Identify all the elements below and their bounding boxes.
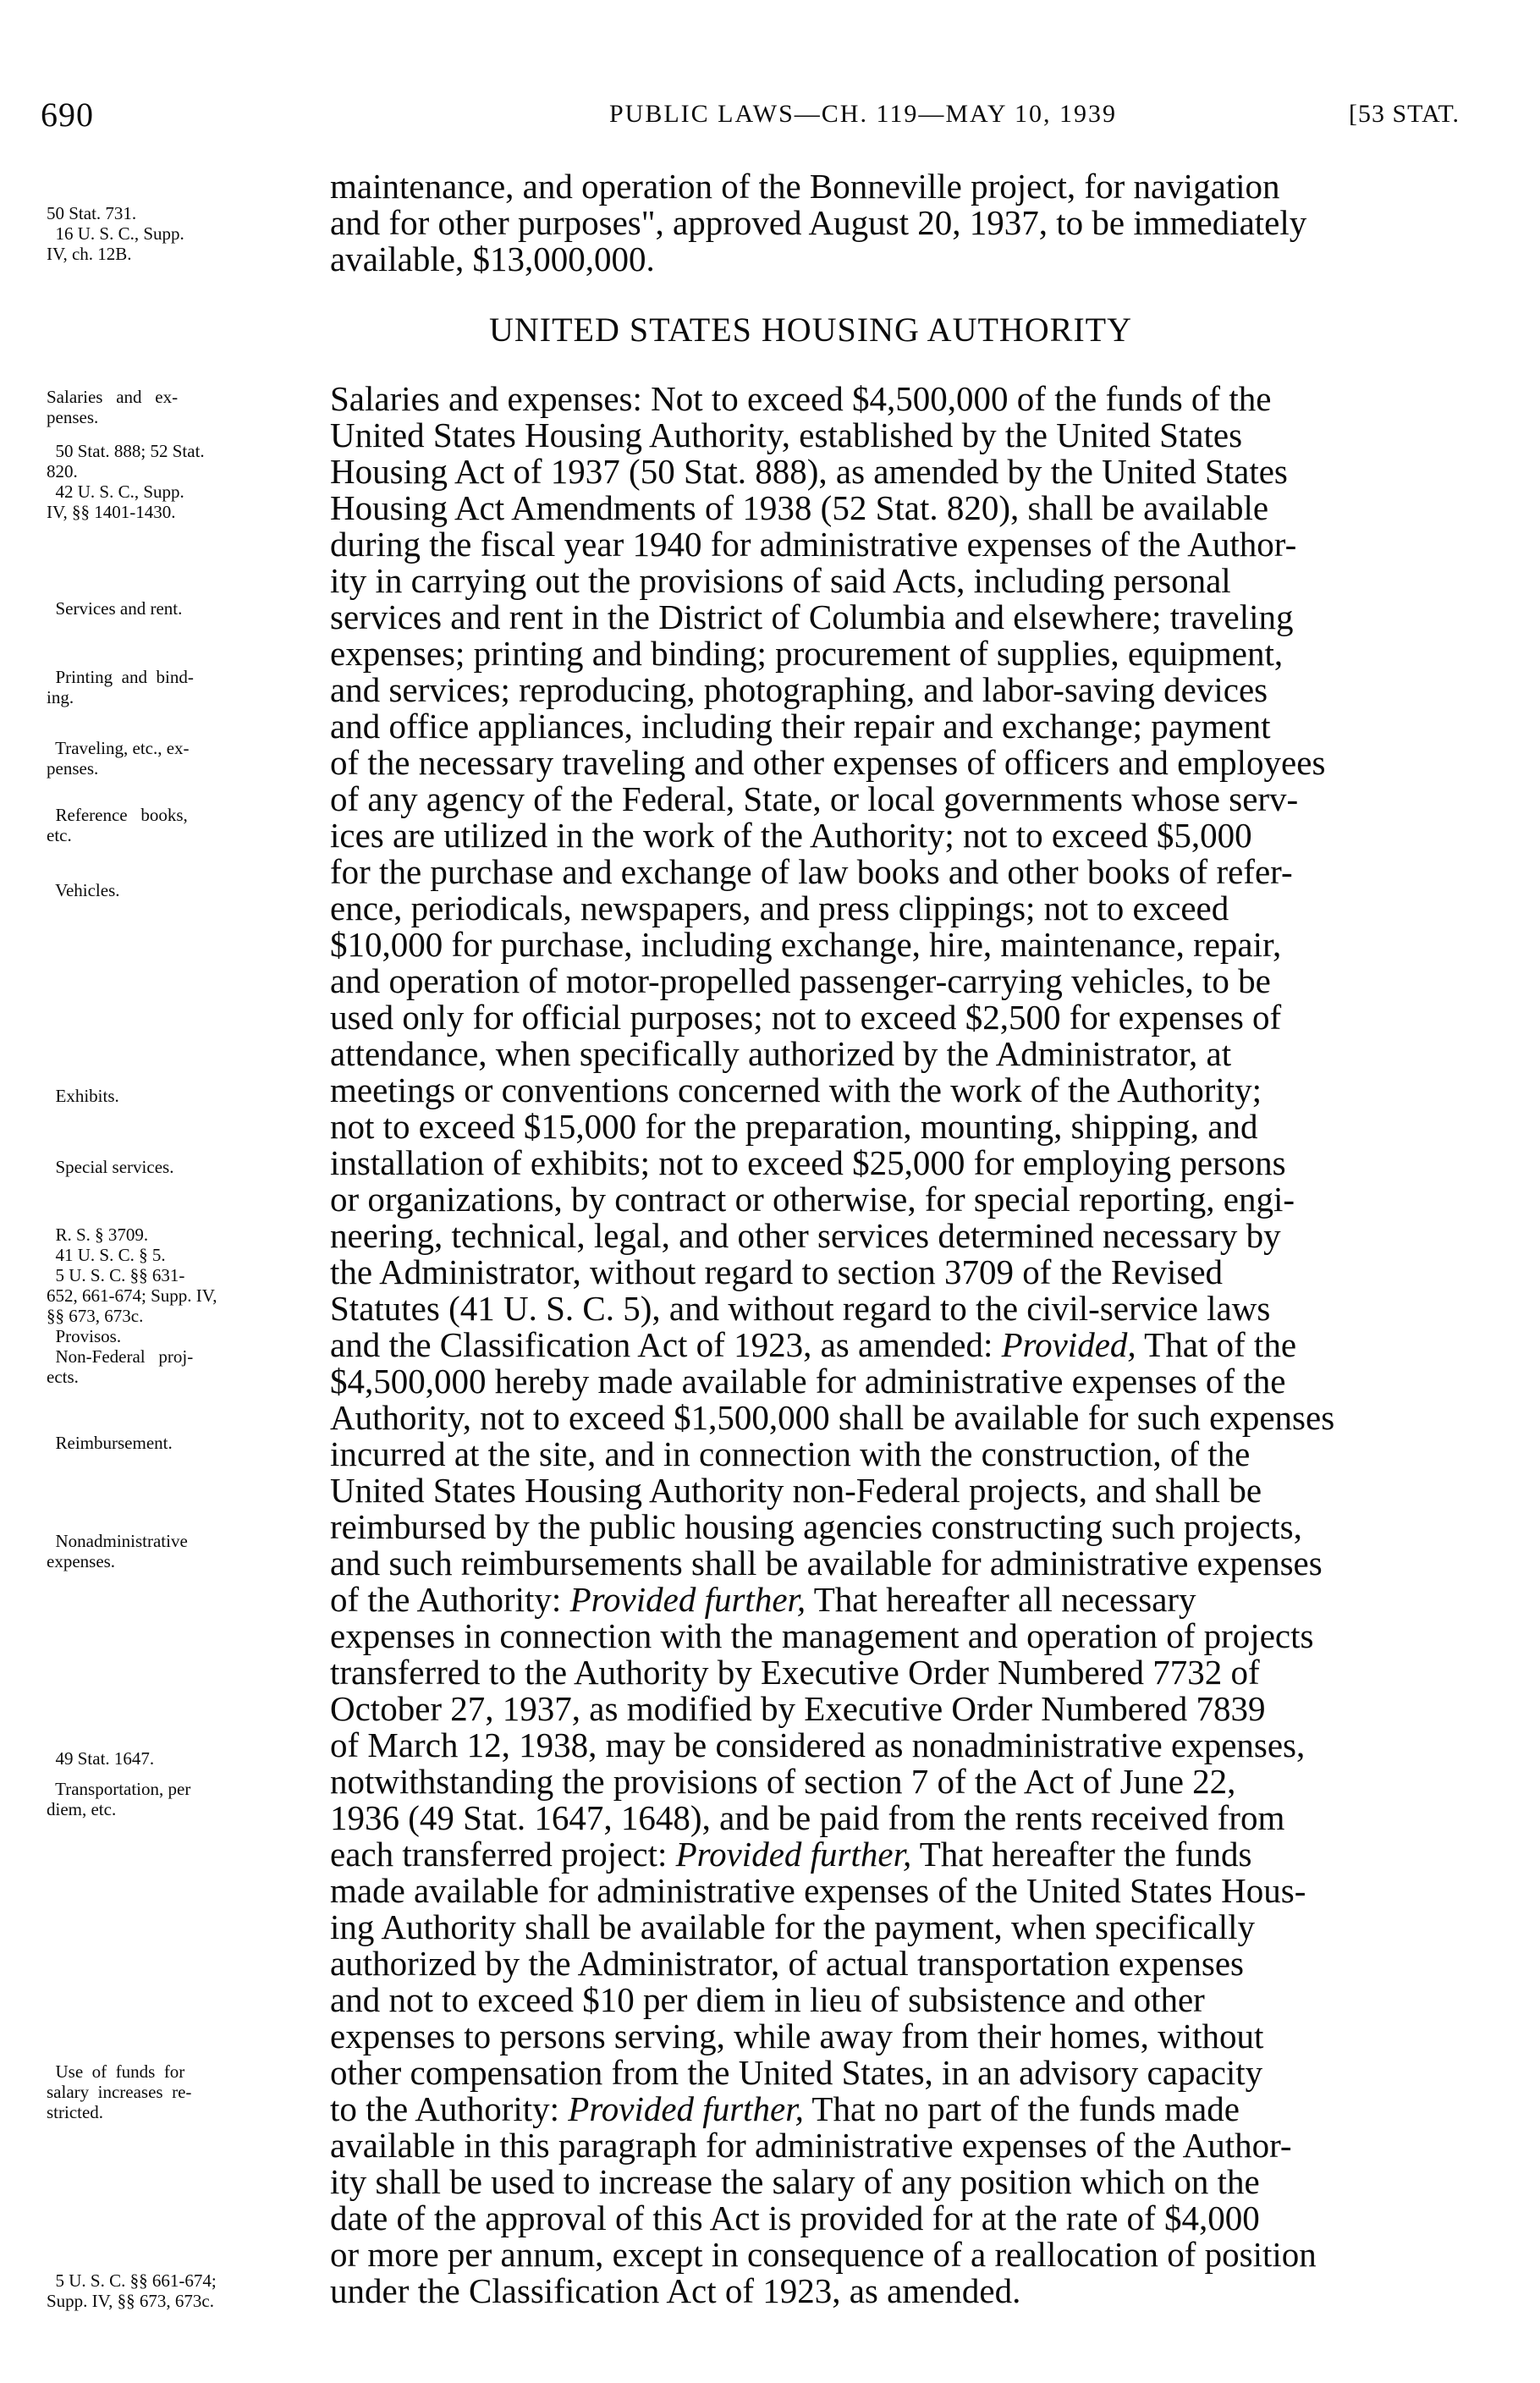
page-number: 690 [41, 96, 94, 134]
body-line: and office appliances, including their repair and exchange; payment [330, 707, 1271, 746]
body-line: attendance, when specifically authorized by the Administrator, at [330, 1034, 1232, 1073]
body-line: neering, technical, legal, and other services determined necessary by [330, 1216, 1281, 1255]
body-line: Authority, not to exceed $1,500,000 shall be available for such expenses [330, 1398, 1335, 1437]
body-line: $4,500,000 hereby made available for administrative expenses of the [330, 1362, 1286, 1401]
margin-note: Special services. [47, 1157, 174, 1177]
body-line: of any agency of the Federal, State, or local governments whose serv- [330, 779, 1299, 818]
body-line: under the Classification Act of 1923, as amended. [330, 2271, 1021, 2310]
body-line: and such reimbursements shall be available for administrative expenses [330, 1544, 1323, 1582]
intro-line: and for other purposes", approved August 20, 1937, to be immediately [330, 203, 1307, 242]
margin-note: Services and rent. [47, 598, 183, 619]
body-line: used only for official purposes; not to exceed $2,500 for expenses of [330, 998, 1282, 1037]
intro-line: available, $13,000,000. [330, 239, 655, 278]
body-text: That of the [1136, 1325, 1297, 1364]
body-line: ity in carrying out the provisions of said Acts, including personal [330, 561, 1231, 600]
section-heading: UNITED STATES HOUSING AUTHORITY [489, 311, 1132, 349]
body-line: Statutes (41 U. S. C. 5), and without regard to the civil-service laws [330, 1289, 1271, 1328]
body-line: October 27, 1937, as modified by Executive Order Numbered 7839 [330, 1689, 1266, 1728]
body-line: expenses in connection with the management and operation of projects [330, 1616, 1314, 1655]
running-head: PUBLIC LAWS—CH. 119—MAY 10, 1939 [609, 100, 1117, 128]
body-line: of March 12, 1938, may be considered as nonadministrative expenses, [330, 1725, 1306, 1764]
body-text: and the Classification Act of 1923, as amended: [330, 1325, 1002, 1364]
body-line: and services; reproducing, photographing, and labor-saving devices [330, 670, 1268, 709]
body-text: to the Authority: [330, 2089, 569, 2128]
body-text: That no part of the funds made [803, 2089, 1240, 2128]
proviso-italic: Provided further, [569, 1580, 806, 1619]
body-line: authorized by the Administrator, of actual transportation expenses [330, 1944, 1244, 1983]
body-line: ices are utilized in the work of the Authority; not to exceed $5,000 [330, 816, 1252, 855]
body-line: incurred at the site, and in connection with the construction, of the [330, 1434, 1251, 1473]
intro-line: maintenance, and operation of the Bonneville project, for navigation [330, 167, 1280, 206]
body-line: installation of exhibits; not to exceed $25,000 for employing persons [330, 1143, 1286, 1182]
body-line: of the necessary traveling and other expenses of officers and employees [330, 743, 1326, 782]
body-line: other compensation from the United States, in an advisory capacity [330, 2053, 1263, 2092]
margin-note: 50 Stat. 888; 52 Stat. 820. 42 U. S. C., Supp. IV, §§ 1401-1430. [47, 441, 205, 522]
body-line: not to exceed $15,000 for the preparation, mounting, shipping, and [330, 1107, 1258, 1146]
margin-note: 49 Stat. 1647. [47, 1748, 155, 1769]
body-text: That hereafter all necessary [806, 1580, 1196, 1619]
proviso-italic: Provided further, [675, 1835, 912, 1874]
body-line: expenses to persons serving, while away from their homes, without [330, 2017, 1264, 2056]
body-line: 1936 (49 Stat. 1647, 1648), and be paid from the rents received from [330, 1798, 1285, 1837]
margin-note: 50 Stat. 731. 16 U. S. C., Supp. IV, ch. 12B. [47, 203, 184, 264]
margin-note: Printing and bind- ing. [47, 667, 194, 707]
body-line: meetings or conventions concerned with the work of the Authority; [330, 1070, 1262, 1109]
body-line: date of the approval of this Act is provided for at the rate of $4,000 [330, 2199, 1260, 2237]
margin-note: Transportation, per diem, etc. [47, 1779, 191, 1819]
body-line: reimbursed by the public housing agencies constructing such projects, [330, 1507, 1302, 1546]
body-text: That hereafter the funds [911, 1835, 1252, 1874]
body-line: during the fiscal year 1940 for administrative expenses of the Author- [330, 525, 1297, 564]
body-line: $10,000 for purchase, including exchange, hire, maintenance, repair, [330, 925, 1282, 964]
body-line: Salaries and expenses: Not to exceed $4,500,000 of the funds of the [330, 379, 1272, 418]
margin-note: Traveling, etc., ex- penses. [47, 738, 190, 779]
body-line: and not to exceed $10 per diem in lieu of subsistence and other [330, 1980, 1205, 2019]
body-line: or more per annum, except in consequence of a reallocation of position [330, 2235, 1317, 2274]
margin-note: R. S. § 3709. 41 U. S. C. § 5. 5 U. S. C. §§ 631- 652, 661-674; Supp. IV, §§ 673, 673c. Provisos. Non-Federal proj- ects. [47, 1225, 217, 1387]
body-line: for the purchase and exchange of law books and other books of refer- [330, 852, 1293, 891]
body-line: notwithstanding the provisions of section 7 of the Act of June 22, [330, 1762, 1236, 1801]
margin-note: Salaries and ex- penses. [47, 387, 179, 427]
volume-marker: [53 STAT. [1349, 100, 1460, 128]
body-line: and operation of motor-propelled passenger-carrying vehicles, to be [330, 961, 1271, 1000]
body-line: services and rent in the District of Columbia and elsewhere; traveling [330, 597, 1294, 636]
body-line: ing Authority shall be available for the payment, when specifically [330, 1907, 1256, 1946]
body-text: each transferred project: [330, 1835, 676, 1874]
body-line: United States Housing Authority, established by the United States [330, 416, 1243, 454]
margin-note: Reimbursement. [47, 1433, 173, 1453]
body-line: United States Housing Authority non-Federal projects, and shall be [330, 1471, 1262, 1510]
body-line: the Administrator, without regard to section 3709 of the Revised [330, 1252, 1224, 1291]
margin-note: Nonadministrative expenses. [47, 1531, 188, 1571]
margin-note: Exhibits. [47, 1086, 119, 1106]
margin-note: Vehicles. [47, 880, 120, 900]
body-line: transferred to the Authority by Executive Order Numbered 7732 of [330, 1653, 1260, 1692]
body-text: of the Authority: [330, 1580, 570, 1619]
margin-note: Reference books, etc. [47, 805, 188, 845]
body-line: expenses; printing and binding; procurement of supplies, equipment, [330, 634, 1284, 673]
margin-note: Use of funds for salary increases re- stricted. [47, 2061, 192, 2122]
margin-note: 5 U. S. C. §§ 661-674; Supp. IV, §§ 673, 673c. [47, 2270, 217, 2311]
body-line: Housing Act Amendments of 1938 (52 Stat. 820), shall be available [330, 488, 1269, 527]
body-line: Housing Act of 1937 (50 Stat. 888), as amended by the United States [330, 452, 1288, 491]
body-line: made available for administrative expenses of the United States Hous- [330, 1871, 1306, 1910]
body-line: ity shall be used to increase the salary of any position which on the [330, 2162, 1260, 2201]
proviso-italic: Provided, [1001, 1325, 1136, 1364]
body-line: or organizations, by contract or otherwise, for special reporting, engi- [330, 1180, 1295, 1219]
proviso-italic: Provided further, [568, 2089, 804, 2128]
body-line: ence, periodicals, newspapers, and press clippings; not to exceed [330, 889, 1229, 927]
body-line: available in this paragraph for administrative expenses of the Author- [330, 2126, 1292, 2165]
